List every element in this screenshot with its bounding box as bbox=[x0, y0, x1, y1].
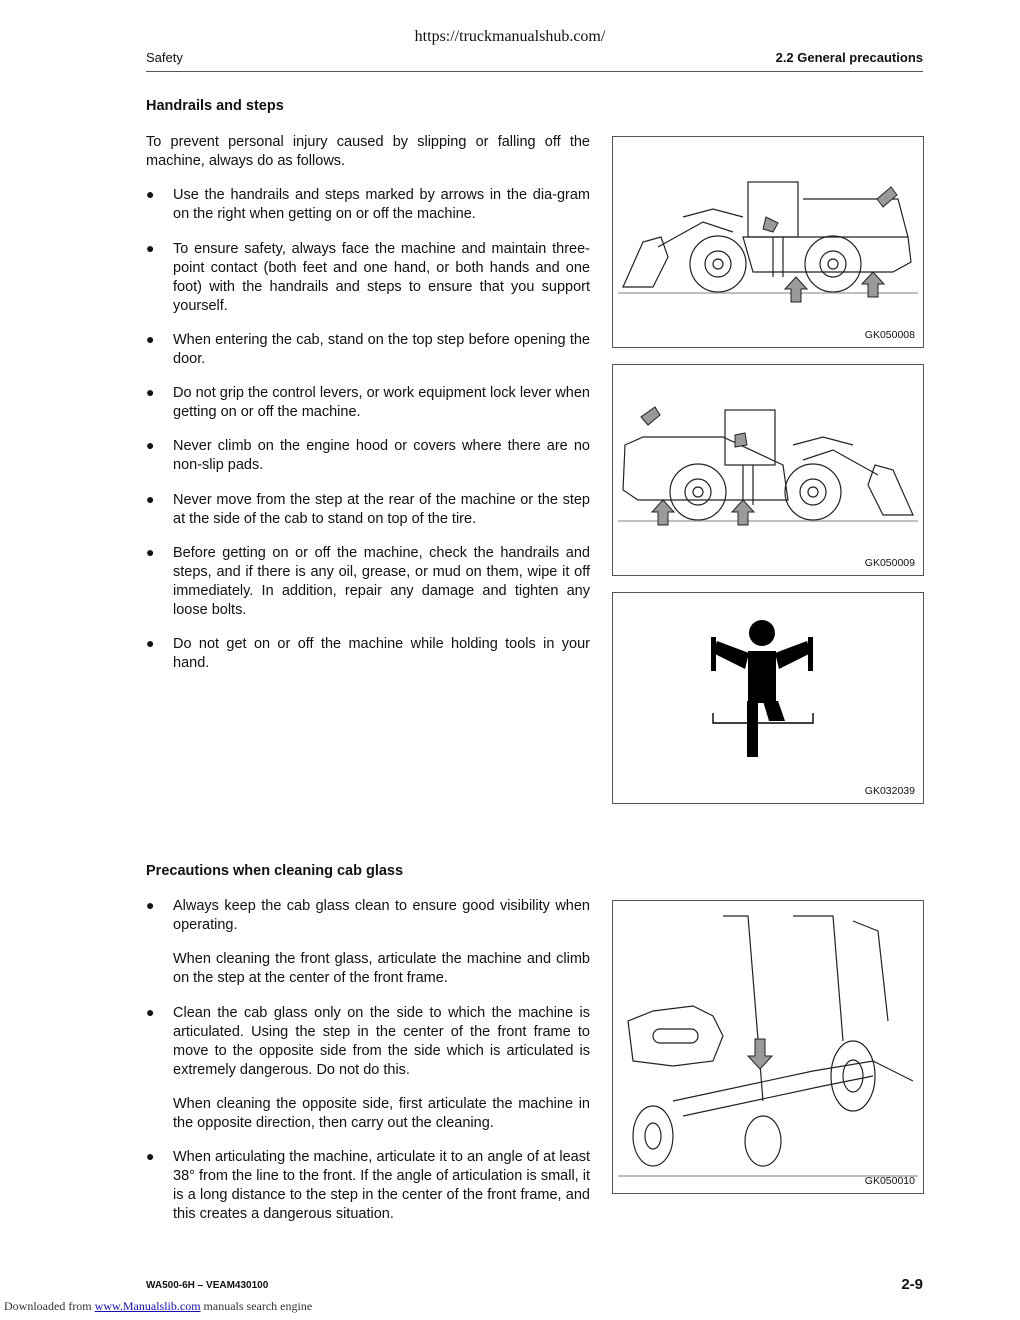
bullet-text: Before getting on or off the machine, check the handrails and steps, and if there is any oil, grease, or mud on them, wipe it off immediately. In addition, repair any damage and tighten any loose bolts. bbox=[173, 545, 590, 618]
figure-code: GK050008 bbox=[864, 329, 915, 341]
bullet-text: Always keep the cab glass clean to ensure good visibility when operating. bbox=[173, 898, 590, 933]
bullet-text: Do not grip the control levers, or work equipment lock lever when getting on or off the machine. bbox=[173, 385, 590, 420]
handrails-bullet-4 bbox=[146, 384, 590, 422]
figure-three-point-contact bbox=[612, 592, 924, 804]
bullet-text: To ensure safety, always face the machine and maintain three-point contact (both feet and one hand, or both hands and one foot) with the handrails and steps to ensure that you support yourself. bbox=[173, 241, 590, 314]
header-section-left: Safety bbox=[146, 50, 183, 65]
handrails-bullet-7 bbox=[146, 544, 590, 620]
manualslib-link[interactable]: www.Manualslib.com bbox=[94, 1299, 201, 1313]
download-prefix: Downloaded from bbox=[4, 1299, 95, 1313]
bullet-text: Clean the cab glass only on the side to which the machine is articulated. Using the step in the center of the front frame to move to the opposite side from the side which is articulated is extremely dangerous. Do not do this. bbox=[173, 1005, 590, 1078]
heading-cleaning: Precautions when cleaning cab glass bbox=[146, 863, 404, 879]
bullet-text: Never climb on the engine hood or covers where there are no non-slip pads. bbox=[173, 438, 590, 473]
bullet-dot: ● bbox=[146, 544, 155, 560]
cleaning-bullet-2 bbox=[146, 1004, 590, 1080]
cleaning-bullet-3 bbox=[146, 1148, 590, 1224]
bullet-dot: ● bbox=[146, 635, 155, 651]
bullet-dot: ● bbox=[146, 186, 155, 202]
loader-right-illustration bbox=[613, 365, 923, 575]
bullet-dot: ● bbox=[146, 1148, 155, 1164]
figure-loader-left-view bbox=[612, 136, 924, 348]
header-rule bbox=[146, 71, 923, 72]
bullet-dot: ● bbox=[146, 384, 155, 400]
bullet-dot: ● bbox=[146, 240, 155, 256]
cleaning-bullet-2-sub: When cleaning the opposite side, first articulate the machine in the opposite direction, then carry out the cleaning. bbox=[173, 1096, 590, 1131]
download-notice bbox=[4, 1299, 312, 1314]
bullet-text: Use the handrails and steps marked by arrows in the dia-gram on the right when getting on or off the machine. bbox=[173, 187, 590, 222]
bullet-text: Do not get on or off the machine while holding tools in your hand. bbox=[173, 636, 590, 671]
handrails-bullet-5 bbox=[146, 437, 590, 475]
footer-page-number: 2-9 bbox=[901, 1276, 923, 1293]
three-point-contact-pictogram bbox=[613, 593, 923, 803]
handrails-bullet-6 bbox=[146, 491, 590, 529]
handrails-bullet-3 bbox=[146, 331, 590, 369]
bullet-dot: ● bbox=[146, 1004, 155, 1020]
source-url: https://truckmanualshub.com/ bbox=[414, 28, 606, 45]
cleaning-bullet-1-sub: When cleaning the front glass, articulate the machine and climb on the step at the center of the front frame. bbox=[173, 951, 590, 986]
bullet-text: When entering the cab, stand on the top step before opening the door. bbox=[173, 332, 590, 367]
bullet-dot: ● bbox=[146, 491, 155, 507]
handrails-bullet-1 bbox=[146, 186, 590, 224]
handrails-intro: To prevent personal injury caused by slipping or falling off the machine, always do as follows. bbox=[146, 134, 590, 169]
handrails-bullet-8 bbox=[146, 635, 590, 673]
cleaning-bullet-1 bbox=[146, 897, 590, 935]
bullet-dot: ● bbox=[146, 897, 155, 913]
download-suffix: manuals search engine bbox=[200, 1299, 313, 1313]
figure-code: GK032039 bbox=[864, 785, 915, 797]
figure-code: GK050009 bbox=[864, 557, 915, 569]
front-frame-step-illustration bbox=[613, 901, 923, 1193]
figure-code: GK050010 bbox=[864, 1175, 915, 1187]
bullet-dot: ● bbox=[146, 331, 155, 347]
heading-handrails: Handrails and steps bbox=[146, 98, 284, 114]
loader-left-illustration bbox=[613, 137, 923, 347]
handrails-bullet-2 bbox=[146, 240, 590, 316]
bullet-text: When articulating the machine, articulate it to an angle of at least 38° from the line to the front. If the angle of articulation is small, it is a long distance to the step in the center of the front frame, and this creates a dangerous situation. bbox=[173, 1149, 590, 1222]
figure-loader-right-view bbox=[612, 364, 924, 576]
header-section-right: 2.2 General precautions bbox=[775, 50, 923, 65]
bullet-text: Never move from the step at the rear of the machine or the step at the side of the cab to stand on top of the tire. bbox=[173, 492, 590, 527]
footer-doc-id: WA500-6H – VEAM430100 bbox=[146, 1280, 269, 1291]
bullet-dot: ● bbox=[146, 437, 155, 453]
figure-front-frame-step bbox=[612, 900, 924, 1194]
